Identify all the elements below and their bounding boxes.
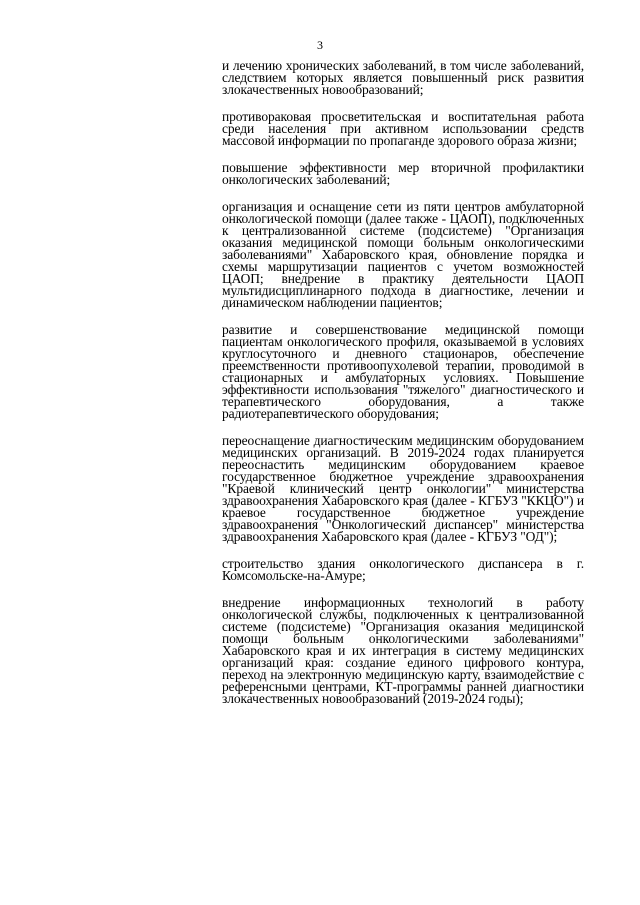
paragraph-anticancer-education: противораковая просветительская и воспитательная работа среди населения при активном использовании средств массовой информации по пропаганде здорового образа жизни; xyxy=(222,109,584,148)
paragraph-chronic-diseases: и лечению хронических заболеваний, в том числе заболеваний, следствием которых является повышенный риск развития злокачественных новообразований; xyxy=(222,58,584,97)
paragraph-inpatient-care: развитие и совершенствование медицинской помощи пациентам онкологического профиля, оказываемой в условиях круглосуточного и дневного стационаров, обеспечение преемственности противоопухолевой терапии, проводимой в стационарных и амбулаторных условиях. Повышение эффективности использования "тяжелого" диагностического и терапевтического оборудования, а также радиотерапевтического оборудования; xyxy=(222,322,584,421)
paragraph-dispensary-construction: строительство здания онкологического диспансера в г. Комсомольске-на-Амуре; xyxy=(222,556,584,583)
paragraph-it-implementation: внедрение информационных технологий в работу онкологической службы, подключенных к централизованной системе (подсистеме) "Организация оказания медицинской помощи больным онкологическими заболеваниями" Хабаровского края и их интеграция в систему медицинских организаций края: создание единого цифрового контура, переход на электронную медицинскую карту, взаимодействие с референсными центрами, КТ-программы ранней диагностики злокачественных новообразований (2019-2024 годы); xyxy=(222,595,584,706)
paragraph-caop-network: организация и оснащение сети из пяти центров амбулаторной онкологической помощи (далее также - ЦАОП), подключенных к централизованной системе (подсистеме) "Организация оказания медицинской помощи больным онкологическими заболеваниями" Хабаровского края, обновление порядка и схемы маршрутизации пациентов с учетом возможностей ЦАОП; внедрение в практику деятельности ЦАОП мультидисциплинарного подхода в диагностике, лечении и динамическом наблюдении пациентов; xyxy=(222,199,584,310)
document-body xyxy=(222,60,584,705)
page-number: 3 xyxy=(317,38,323,52)
paragraph-equipment-upgrade: переоснащение диагностическим медицинским оборудованием медицинских организаций. В 2019-2024 годах планируется переоснастить медицинским оборудованием краевое государственное бюджетное учреждение здравоохранения "Краевой клинический центр онкологии" министерства здравоохранения Хабаровского края (далее - КГБУЗ "ККЦО") и краевое государственное бюджетное учреждение здравоохранения "Онкологический диспансер" министерства здравоохранения Хабаровского края (далее - КГБУЗ "ОД"); xyxy=(222,433,584,544)
paragraph-secondary-prevention: повышение эффективности мер вторичной профилактики онкологических заболеваний; xyxy=(222,160,584,187)
